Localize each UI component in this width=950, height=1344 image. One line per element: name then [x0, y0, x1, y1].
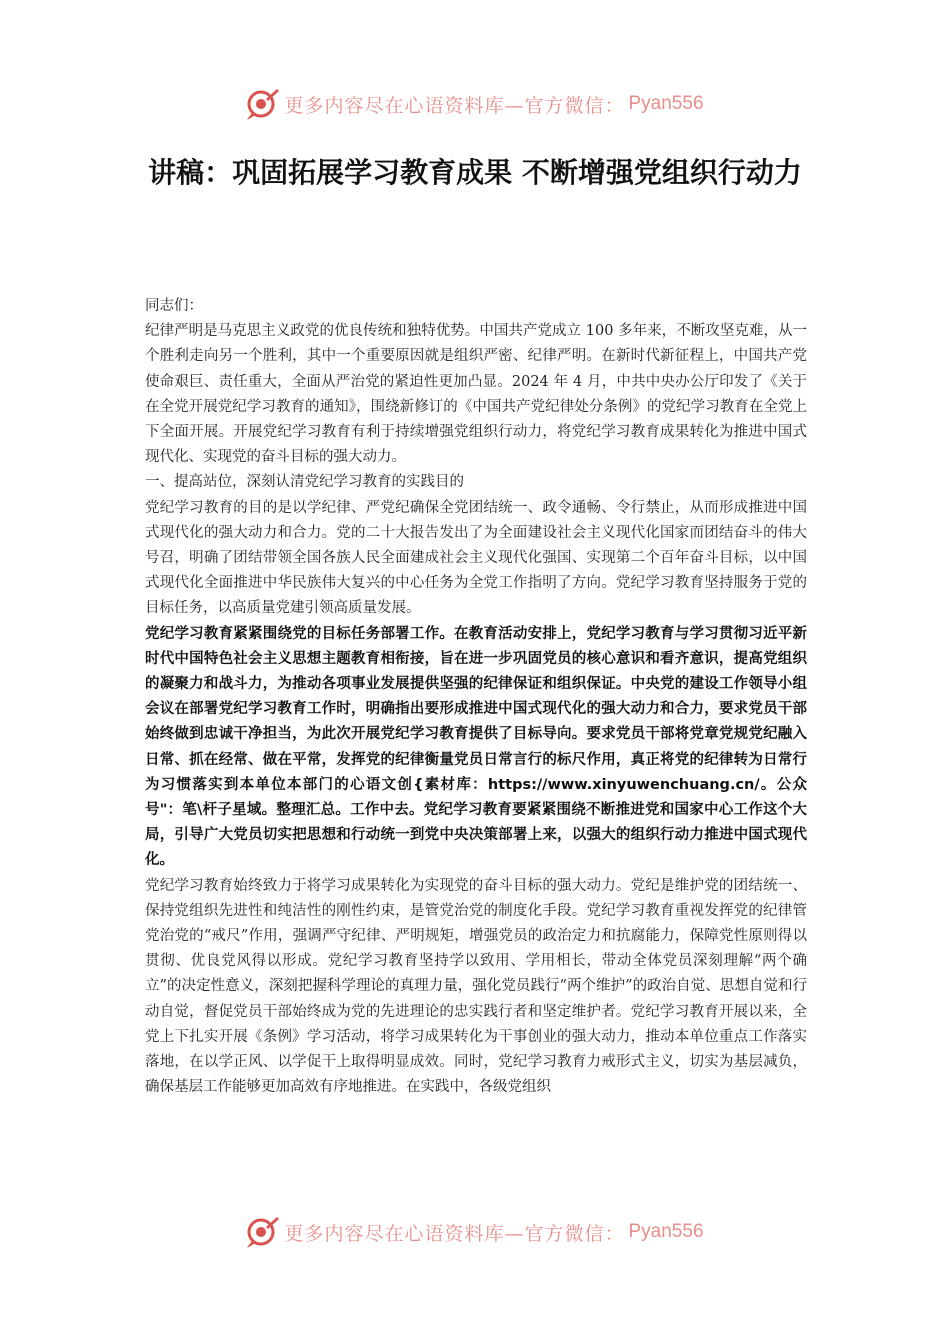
watermark-handle: Pyan556 [628, 93, 704, 114]
document-body [145, 294, 807, 1101]
watermark-text: 更多内容尽在心语资料库—官方微信： [284, 94, 625, 117]
brush-logo-icon [246, 87, 280, 121]
salutation: 同志们： [145, 298, 203, 314]
body-paragraph: 党纪学习教育的目的是以学纪律、严党纪确保全党团结统一、政令通畅、令行禁止，从而形成推进中国式现代化的强大动力和合力。党的二十大报告发出了为全面建设社会主义现代化国家而团结奋斗的伟大号召，明确了团结带领全国各族人民全面建成社会主义现代化强国、实现第二个百年奋斗目标，以中国式现代化全面推进中华民族伟大复兴的中心任务为全党工作指明了方向。党纪学习教育坚持服务于党的目标任务，以高质量党建引领高质量发展。 [145, 499, 807, 617]
section-heading: 一、提高站位，深刻认清党纪学习教育的实践目的 [145, 474, 464, 491]
body-paragraph: 纪律严明是马克思主义政党的优良传统和独特优势。中国共产党成立 100 多年来，不断攻坚克难，从一个胜利走向另一个胜利，其中一个重要原因就是组织严密、纪律严明。在新时代新征程上，中国共产党使命艰巨、责任重大，全面从严治党的紧迫性更加凸显。2024 年 4 月，中共中央办公厅印发了《关于在全党开展党纪学习教育的通知》，围绕新修订的《中国共产党纪律处分条例》的党纪学习教育在全党上下全面开展。开展党纪学习教育有利于持续增强党组织行动力，将党纪学习教育成果转化为推进中国式现代化、实现党的奋斗目标的强大动力。 [145, 323, 807, 466]
watermark-text: 更多内容尽在心语资料库—官方微信： [284, 1222, 625, 1245]
watermark-handle: Pyan556 [628, 1221, 704, 1242]
brush-logo-icon [246, 1215, 280, 1249]
body-paragraph-bold: 党纪学习教育紧紧围绕党的目标任务部署工作。在教育活动安排上，党纪学习教育与学习贯彻习近平新时代中国特色社会主义思想主题教育相衔接，旨在进一步巩固党员的核心意识和看齐意识，提高党组织的凝聚力和战斗力，为推动各项事业发展提供坚强的纪律保证和组织保证。中央党的建设工作领导小组会议在部署党纪学习教育工作时，明确指出要形成推进中国式现代化的强大动力和合力，要求党员干部始终做到忠诚干净担当，为此次开展党纪学习教育提供了目标导向。要求党员干部将党章党规党纪融入日常、抓在经常、做在平常，发挥党的纪律衡量党员日常言行的标尺作用，真正将党的纪律转为日常行为习惯落实到本单位本部门的心语文创{素材库：https://www.xinyuwenchuang.cn/。公众号"：笔\杆子星域。整理汇总。工作中去。党纪学习教育要紧紧围绕不断推进党和国家中心工作这个大局，引导广大党员切实把思想和行动统一到党中央决策部署上来，以强大的组织行动力推进中国式现代化。 [145, 625, 807, 869]
watermark-header [0, 84, 950, 124]
body-paragraph: 党纪学习教育始终致力于将学习成果转化为实现党的奋斗目标的强大动力。党纪是维护党的团结统一、保持党组织先进性和纯洁性的刚性约束，是管党治党的制度化手段。党纪学习教育重视发挥党的纪律管党治党的“戒尺”作用，强调严守纪律、严明规矩，增强党员的政治定力和抗腐能力，保障党性原则得以贯彻、优良党风得以形成。党纪学习教育坚持学以致用、学用相长，带动全体党员深刻理解“两个确立”的决定性意义，深刻把握科学理论的真理力量，强化党员践行“两个维护”的政治自觉、思想自觉和行动自觉，督促党员干部始终成为党的先进理论的忠实践行者和坚定维护者。党纪学习教育开展以来，全党上下扎实开展《条例》学习活动，将学习成果转化为干事创业的强大动力，推动本单位重点工作落实落地，在以学正风、以学促干上取得明显成效。同时，党纪学习教育力戒形式主义，切实为基层减负，确保基层工作能够更加高效有序地推进。在实践中，各级党组织 [145, 877, 807, 1096]
page-title: 讲稿：巩固拓展学习教育成果 不断增强党组织行动力 [148, 156, 802, 189]
watermark-footer [0, 1212, 950, 1252]
